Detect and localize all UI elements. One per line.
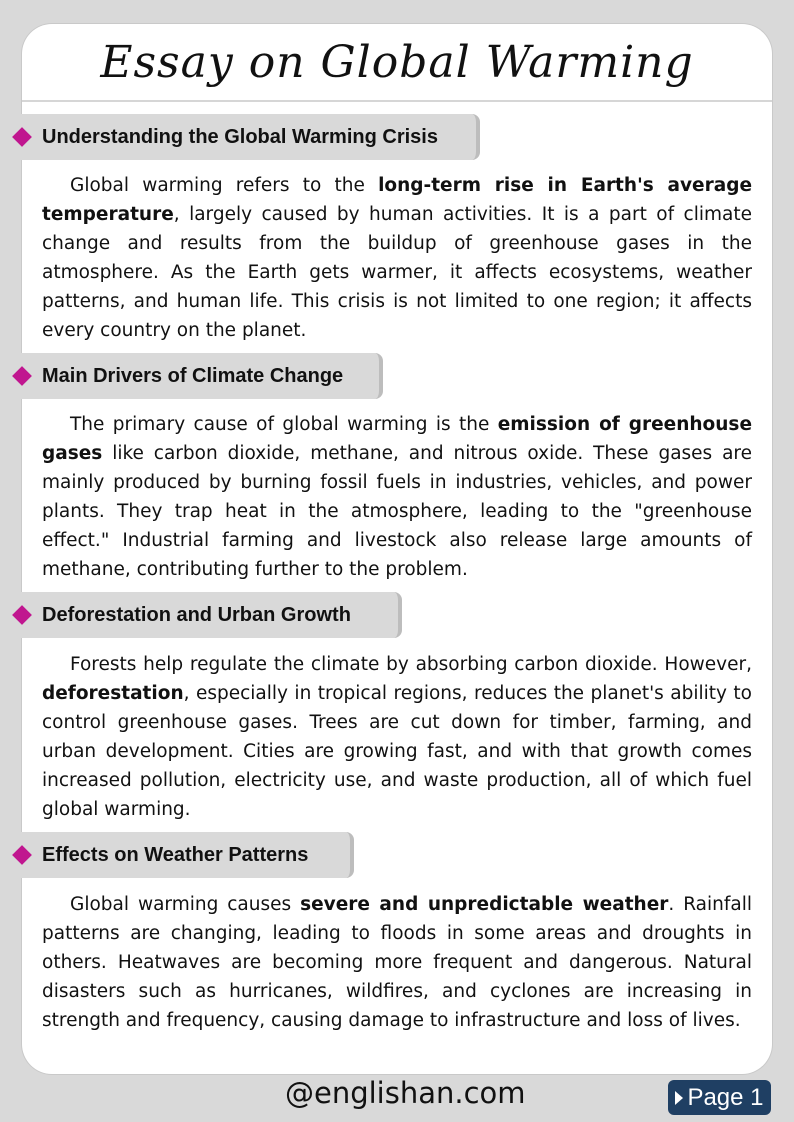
section-heading-label: Understanding the Global Warming Crisis [42, 125, 438, 148]
paragraph-bold-text: emission of greenhouse gases [42, 414, 752, 464]
footer-website: @englishan.com [285, 1076, 526, 1110]
section-heading-label: Effects on Weather Patterns [42, 843, 309, 866]
page-number-badge [668, 1080, 771, 1115]
section-heading-weather [12, 832, 354, 878]
paragraph-text: Global warming causes [70, 894, 301, 915]
paragraph-understanding [42, 171, 752, 345]
page-arrow-icon [675, 1091, 683, 1105]
paragraph-text: , largely caused by human activities. It is a part of climate change and results from the buildup of greenhouse gases in the atmosphere. As the Earth gets warmer, it affects ecosystems, weather patterns, and human life. This crisis is not limited to one region; it affects every country on the planet. [42, 204, 752, 341]
page-title: Essay on Global Warming [100, 36, 694, 88]
page-number-label: Page 1 [687, 1083, 764, 1111]
diamond-bullet-icon [12, 127, 32, 147]
section-heading-deforestation [12, 592, 402, 638]
section-heading-label: Main Drivers of Climate Change [42, 364, 344, 387]
paragraph-drivers [42, 410, 752, 584]
paragraph-text: Global warming refers to the [70, 175, 379, 196]
essay-card [22, 24, 772, 1074]
section-heading-label: Deforestation and Urban Growth [42, 603, 351, 626]
diamond-bullet-icon [12, 605, 32, 625]
section-heading-understanding [12, 114, 480, 160]
diamond-bullet-icon [12, 366, 32, 386]
paragraph-deforestation [42, 650, 752, 824]
paragraph-bold-text: deforestation [42, 683, 184, 704]
paragraph-weather [42, 890, 752, 1035]
section-heading-drivers [12, 353, 383, 399]
paragraph-text: , especially in tropical regions, reduces the planet's ability to control greenhouse gases. Trees are cut down for timber, farming, and urban development. Cities are growing fast, and with that growth comes increased pollution, electricity use, and waste production, all of which fuel global warming. [42, 683, 752, 820]
paragraph-bold-text: severe and unpredictable weather [300, 894, 669, 915]
paragraph-text: Forests help regulate the climate by absorbing carbon dioxide. However, [70, 654, 752, 675]
paragraph-text: The primary cause of global warming is the [70, 414, 498, 435]
paragraph-text: . Rainfall patterns are changing, leading to floods in some areas and droughts in others. Heatwaves are becoming more frequent and dangerous. Natural disasters such as hurricanes, wildfires, and cyclones are increasing in strength and frequency, causing damage to infrastructure and loss of lives. [42, 894, 752, 1031]
paragraph-bold-text: long-term rise in Earth's average temperature [42, 175, 753, 225]
title-band [22, 24, 772, 102]
diamond-bullet-icon [12, 845, 32, 865]
paragraph-text: like carbon dioxide, methane, and nitrous oxide. These gases are mainly produced by burning fossil fuels in industries, vehicles, and power plants. They trap heat in the atmosphere, leading to the "greenhouse effect." Industrial farming and livestock also release large amounts of methane, contributing further to the problem. [42, 443, 752, 580]
